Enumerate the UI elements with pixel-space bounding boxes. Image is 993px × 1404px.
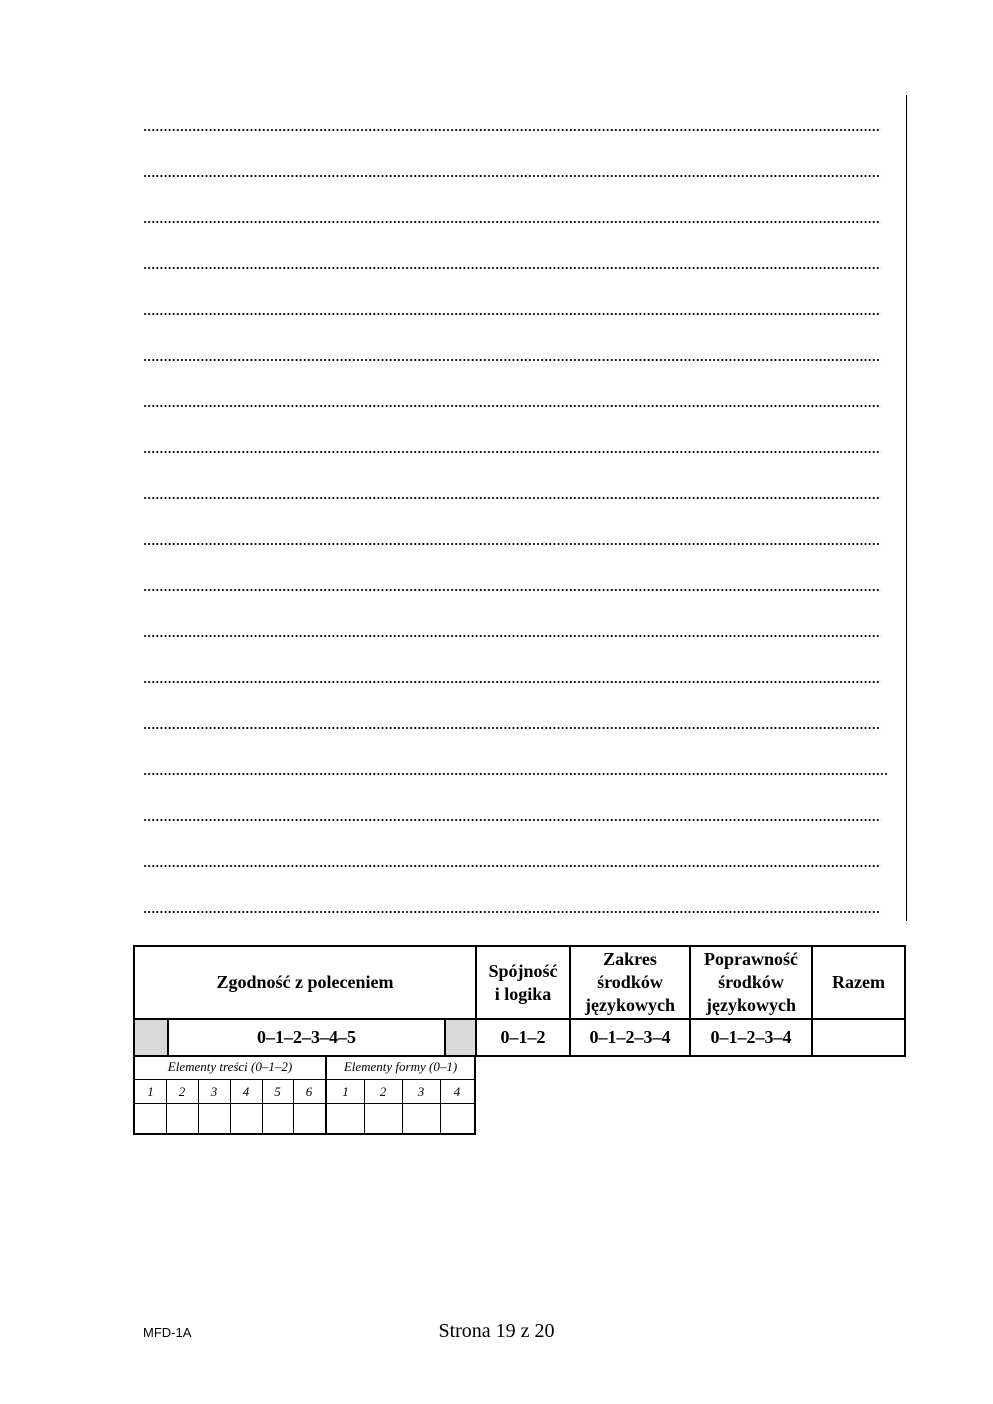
answer-line[interactable] (143, 187, 893, 233)
tresci-number: 2 (178, 1084, 186, 1099)
answer-line[interactable] (143, 739, 893, 785)
header-poprawnosc-line1: Poprawność (704, 949, 798, 969)
header-zakres-line1: Zakres (603, 949, 657, 969)
row-divider (135, 1103, 474, 1104)
tresci-number: 5 (274, 1084, 281, 1099)
header-spojnosc (477, 947, 569, 1018)
scale-spojnosc (477, 1020, 569, 1055)
grey-cell (446, 1020, 475, 1055)
answer-line[interactable] (143, 417, 893, 463)
header-zakres (571, 947, 689, 1018)
header-razem-text: Razem (832, 972, 885, 992)
answer-line[interactable] (143, 141, 893, 187)
answer-line[interactable] (143, 785, 893, 831)
tresci-number: 6 (305, 1084, 313, 1099)
formy-number: 1 (342, 1084, 349, 1099)
answer-line[interactable] (143, 509, 893, 555)
elementy-tresci-label (135, 1055, 325, 1079)
col-divider (444, 1018, 446, 1057)
header-poprawnosc-line3: językowych (706, 995, 796, 1015)
answer-line[interactable] (143, 233, 893, 279)
answer-line[interactable] (143, 463, 893, 509)
row-divider (135, 1079, 474, 1080)
elements-table (133, 1055, 476, 1135)
answer-line[interactable] (143, 325, 893, 371)
scale-poprawnosc-text: 0–1–2–3–4 (710, 1027, 792, 1047)
scale-zgodnosc-text: 0–1–2–3–4–5 (257, 1027, 356, 1047)
header-zakres-line3: językowych (585, 995, 675, 1015)
razem-score-cell[interactable] (813, 1020, 904, 1055)
header-poprawnosc-line2: środków (718, 972, 784, 992)
answer-line[interactable] (143, 371, 893, 417)
tresci-number: 3 (210, 1084, 218, 1099)
answer-line[interactable] (143, 95, 893, 141)
header-zgodnosc (135, 947, 475, 1018)
answer-line[interactable] (143, 693, 893, 739)
score-table (133, 945, 906, 1057)
answer-line[interactable] (143, 647, 893, 693)
header-zakres-line2: środków (597, 972, 663, 992)
answer-line[interactable] (143, 279, 893, 325)
answer-line[interactable] (143, 831, 893, 877)
scale-poprawnosc (691, 1020, 811, 1055)
scale-zakres (571, 1020, 689, 1055)
header-zgodnosc-text: Zgodność z poleceniem (216, 972, 394, 992)
answer-lines[interactable] (143, 95, 893, 923)
tresci-number: 4 (242, 1084, 250, 1099)
elementy-formy-label (327, 1055, 474, 1079)
scale-spojnosc-text: 0–1–2 (500, 1027, 546, 1047)
header-spojnosc-line2: i logika (494, 983, 552, 1004)
formy-number: 2 (379, 1084, 387, 1099)
elementy-tresci-text: Elementy treści (0–1–2) (167, 1059, 293, 1074)
answer-line[interactable] (143, 555, 893, 601)
header-poprawnosc (691, 947, 811, 1018)
scale-zakres-text: 0–1–2–3–4 (589, 1027, 671, 1047)
answer-line[interactable] (143, 877, 893, 923)
right-margin-rule (906, 95, 907, 921)
scale-zgodnosc (169, 1020, 444, 1055)
grey-cell (135, 1020, 167, 1055)
header-razem (813, 947, 904, 1018)
tresci-number: 1 (147, 1084, 154, 1099)
formy-number: 4 (453, 1084, 461, 1099)
exam-code: MFD-1A (143, 1325, 192, 1340)
header-spojnosc-line1: Spójność (488, 960, 558, 981)
elementy-formy-text: Elementy formy (0–1) (343, 1059, 458, 1074)
page-number: Strona 19 z 20 (438, 1320, 555, 1342)
formy-number: 3 (417, 1084, 425, 1099)
answer-line[interactable] (143, 601, 893, 647)
